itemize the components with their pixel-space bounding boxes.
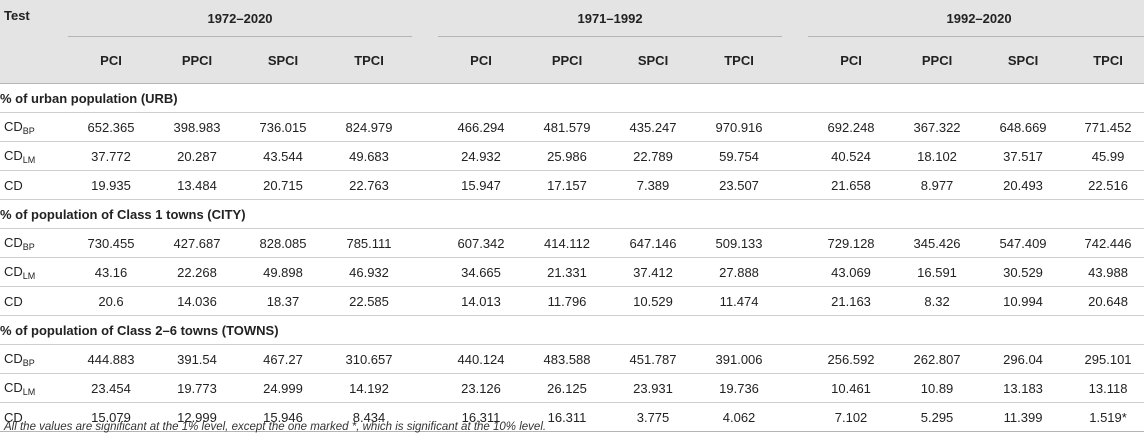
column-gap: [412, 113, 438, 142]
table-cell: 647.146: [610, 229, 696, 258]
column-header: TPCI: [696, 37, 782, 84]
column-gap: [412, 345, 438, 374]
period-header: 1972–2020: [68, 0, 412, 37]
column-header: PCI: [68, 37, 154, 84]
row-label-text: CD: [4, 234, 23, 250]
test-column-header: Test: [0, 0, 68, 84]
table-cell: 30.529: [980, 258, 1066, 287]
column-gap: [412, 287, 438, 316]
table-cell: 43.544: [240, 142, 326, 171]
section-header-row: [0, 200, 1144, 229]
row-label-text: CD: [4, 147, 23, 163]
table-cell: 391.54: [154, 345, 240, 374]
table-cell: 10.461: [808, 374, 894, 403]
table-cell: 13.183: [980, 374, 1066, 403]
table-cell: 824.979: [326, 113, 412, 142]
table-cell: 296.04: [980, 345, 1066, 374]
table-row: [0, 229, 1144, 258]
row-label-text: CD: [4, 379, 23, 395]
column-gap: [782, 113, 808, 142]
table-cell: 43.16: [68, 258, 154, 287]
table-cell: 367.322: [894, 113, 980, 142]
table-cell: 10.994: [980, 287, 1066, 316]
table-cell: 5.295: [894, 403, 980, 432]
table-cell: 12.999: [154, 403, 240, 432]
column-gap: [412, 171, 438, 200]
table-cell: 345.426: [894, 229, 980, 258]
column-header: TPCI: [326, 37, 412, 84]
table-cell: 49.898: [240, 258, 326, 287]
table-cell: 440.124: [438, 345, 524, 374]
table-cell: 22.789: [610, 142, 696, 171]
table-cell: 11.399: [980, 403, 1066, 432]
column-header: PPCI: [154, 37, 240, 84]
table-cell: 34.665: [438, 258, 524, 287]
table-cell: 295.101: [1066, 345, 1144, 374]
column-header: PPCI: [524, 37, 610, 84]
table-cell: 23.454: [68, 374, 154, 403]
table-cell: 467.27: [240, 345, 326, 374]
table-cell: 648.669: [980, 113, 1066, 142]
column-gap: [782, 374, 808, 403]
table-row: [0, 171, 1144, 200]
table-cell: 25.986: [524, 142, 610, 171]
table-cell: 481.579: [524, 113, 610, 142]
table-cell: 10.89: [894, 374, 980, 403]
table-cell: 43.069: [808, 258, 894, 287]
table-cell: 3.775: [610, 403, 696, 432]
table-cell: 23.126: [438, 374, 524, 403]
table-cell: 24.932: [438, 142, 524, 171]
table-cell: 8.977: [894, 171, 980, 200]
section-header-row: [0, 316, 1144, 345]
table-footnote: All the values are significant at the 1% level, except the one marked *, which is significant at the 10% level.: [4, 421, 547, 433]
table-cell: 26.125: [524, 374, 610, 403]
table-cell: 40.524: [808, 142, 894, 171]
table-cell: 37.412: [610, 258, 696, 287]
column-header: PCI: [808, 37, 894, 84]
table-cell: 7.389: [610, 171, 696, 200]
table-cell: 15.947: [438, 171, 524, 200]
table-cell: 59.754: [696, 142, 782, 171]
section-title: % of population of Class 1 towns (CITY): [0, 200, 1144, 229]
column-header: PCI: [438, 37, 524, 84]
table-cell: 828.085: [240, 229, 326, 258]
row-label-subscript: BP: [22, 357, 35, 368]
table-row: [0, 113, 1144, 142]
table-cell: 451.787: [610, 345, 696, 374]
table-cell: 398.983: [154, 113, 240, 142]
table-row: [0, 258, 1144, 287]
row-label-subscript: BP: [22, 241, 35, 252]
column-gap: [412, 229, 438, 258]
row-label-subscript: LM: [22, 154, 36, 165]
row-label: [0, 258, 68, 287]
table-cell: 652.365: [68, 113, 154, 142]
table-cell: 427.687: [154, 229, 240, 258]
table-cell: 14.036: [154, 287, 240, 316]
table-cell: 14.013: [438, 287, 524, 316]
table-cell: 11.796: [524, 287, 610, 316]
table-cell: 8.32: [894, 287, 980, 316]
table-cell: 310.657: [326, 345, 412, 374]
table-cell: 37.772: [68, 142, 154, 171]
table-row: [0, 287, 1144, 316]
column-header: SPCI: [240, 37, 326, 84]
table-cell: 19.736: [696, 374, 782, 403]
table-row: [0, 374, 1144, 403]
table-cell: 466.294: [438, 113, 524, 142]
column-header: PPCI: [894, 37, 980, 84]
table-cell: 20.493: [980, 171, 1066, 200]
table-cell: 7.102: [808, 403, 894, 432]
row-label-text: CD: [4, 350, 23, 366]
column-gap: [412, 374, 438, 403]
table-cell: 17.157: [524, 171, 610, 200]
column-header: SPCI: [610, 37, 696, 84]
column-gap: [782, 171, 808, 200]
row-label-subscript: LM: [22, 270, 36, 281]
section-title: % of population of Class 2–6 towns (TOWNS): [0, 316, 1144, 345]
table-cell: 15.079: [68, 403, 154, 432]
column-gap: [782, 142, 808, 171]
row-label-text: CD: [4, 263, 23, 279]
table-cell: 16.311: [438, 403, 524, 432]
table-cell: 20.6: [68, 287, 154, 316]
column-gap: [412, 142, 438, 171]
column-gap: [782, 258, 808, 287]
table-row: [0, 142, 1144, 171]
table-cell: 435.247: [610, 113, 696, 142]
section-header-row: [0, 84, 1144, 113]
table-cell: 18.37: [240, 287, 326, 316]
period-header: 1992–2020: [808, 0, 1144, 37]
table-cell: 547.409: [980, 229, 1066, 258]
table-cell: 10.529: [610, 287, 696, 316]
column-header: TPCI: [1066, 37, 1144, 84]
table-cell: 4.062: [696, 403, 782, 432]
table-cell: 22.763: [326, 171, 412, 200]
row-label-text: CD: [4, 293, 23, 309]
table-cell: 736.015: [240, 113, 326, 142]
table-cell: 23.931: [610, 374, 696, 403]
row-label: [0, 113, 68, 142]
column-gap: [782, 287, 808, 316]
row-label: [0, 287, 68, 316]
table-cell: 49.683: [326, 142, 412, 171]
row-label: [0, 229, 68, 258]
table-cell: 607.342: [438, 229, 524, 258]
row-label: [0, 142, 68, 171]
table-cell: 509.133: [696, 229, 782, 258]
row-label: [0, 171, 68, 200]
table-cell: 18.102: [894, 142, 980, 171]
table-body: [0, 84, 1144, 432]
table-cell: 256.592: [808, 345, 894, 374]
table-cell: 21.163: [808, 287, 894, 316]
table-cell: 43.988: [1066, 258, 1144, 287]
table-cell: 22.268: [154, 258, 240, 287]
table-cell: 742.446: [1066, 229, 1144, 258]
row-label-subscript: LM: [22, 386, 36, 397]
row-label-text: CD: [4, 118, 23, 134]
table-cell: 771.452: [1066, 113, 1144, 142]
table-cell: 19.935: [68, 171, 154, 200]
table-cell: 23.507: [696, 171, 782, 200]
column-gap: [412, 258, 438, 287]
row-label-text: CD: [4, 409, 23, 425]
column-gap: [782, 345, 808, 374]
table-cell: 46.932: [326, 258, 412, 287]
table-cell: 27.888: [696, 258, 782, 287]
period-header: 1971–1992: [438, 0, 782, 37]
section-title: % of urban population (URB): [0, 84, 1144, 113]
table-cell: 391.006: [696, 345, 782, 374]
table-cell: 785.111: [326, 229, 412, 258]
row-label: [0, 345, 68, 374]
table-cell: 11.474: [696, 287, 782, 316]
table-cell: 14.192: [326, 374, 412, 403]
table-cell: 20.648: [1066, 287, 1144, 316]
table-cell: 15.946: [240, 403, 326, 432]
row-label: [0, 374, 68, 403]
column-gap: [782, 403, 808, 432]
table-cell: 20.287: [154, 142, 240, 171]
table-cell: 730.455: [68, 229, 154, 258]
table-cell: 45.99: [1066, 142, 1144, 171]
table-cell: 13.484: [154, 171, 240, 200]
table-cell: 13.118: [1066, 374, 1144, 403]
table-cell: 37.517: [980, 142, 1066, 171]
table-cell: 1.519*: [1066, 403, 1144, 432]
table-cell: 22.516: [1066, 171, 1144, 200]
column-header: SPCI: [980, 37, 1066, 84]
table-cell: 262.807: [894, 345, 980, 374]
table-cell: 414.112: [524, 229, 610, 258]
table-cell: 8.434: [326, 403, 412, 432]
row-label-subscript: BP: [22, 125, 35, 136]
table-row: [0, 345, 1144, 374]
table-cell: 970.916: [696, 113, 782, 142]
table-cell: 22.585: [326, 287, 412, 316]
table-cell: 24.999: [240, 374, 326, 403]
table-cell: 21.331: [524, 258, 610, 287]
table-cell: 483.588: [524, 345, 610, 374]
row-label-text: CD: [4, 177, 23, 193]
table-cell: 21.658: [808, 171, 894, 200]
table-cell: 16.591: [894, 258, 980, 287]
table-cell: 20.715: [240, 171, 326, 200]
table-cell: 692.248: [808, 113, 894, 142]
table-cell: 16.311: [524, 403, 610, 432]
table-cell: 729.128: [808, 229, 894, 258]
table-cell: 19.773: [154, 374, 240, 403]
column-gap: [782, 229, 808, 258]
table-cell: 444.883: [68, 345, 154, 374]
